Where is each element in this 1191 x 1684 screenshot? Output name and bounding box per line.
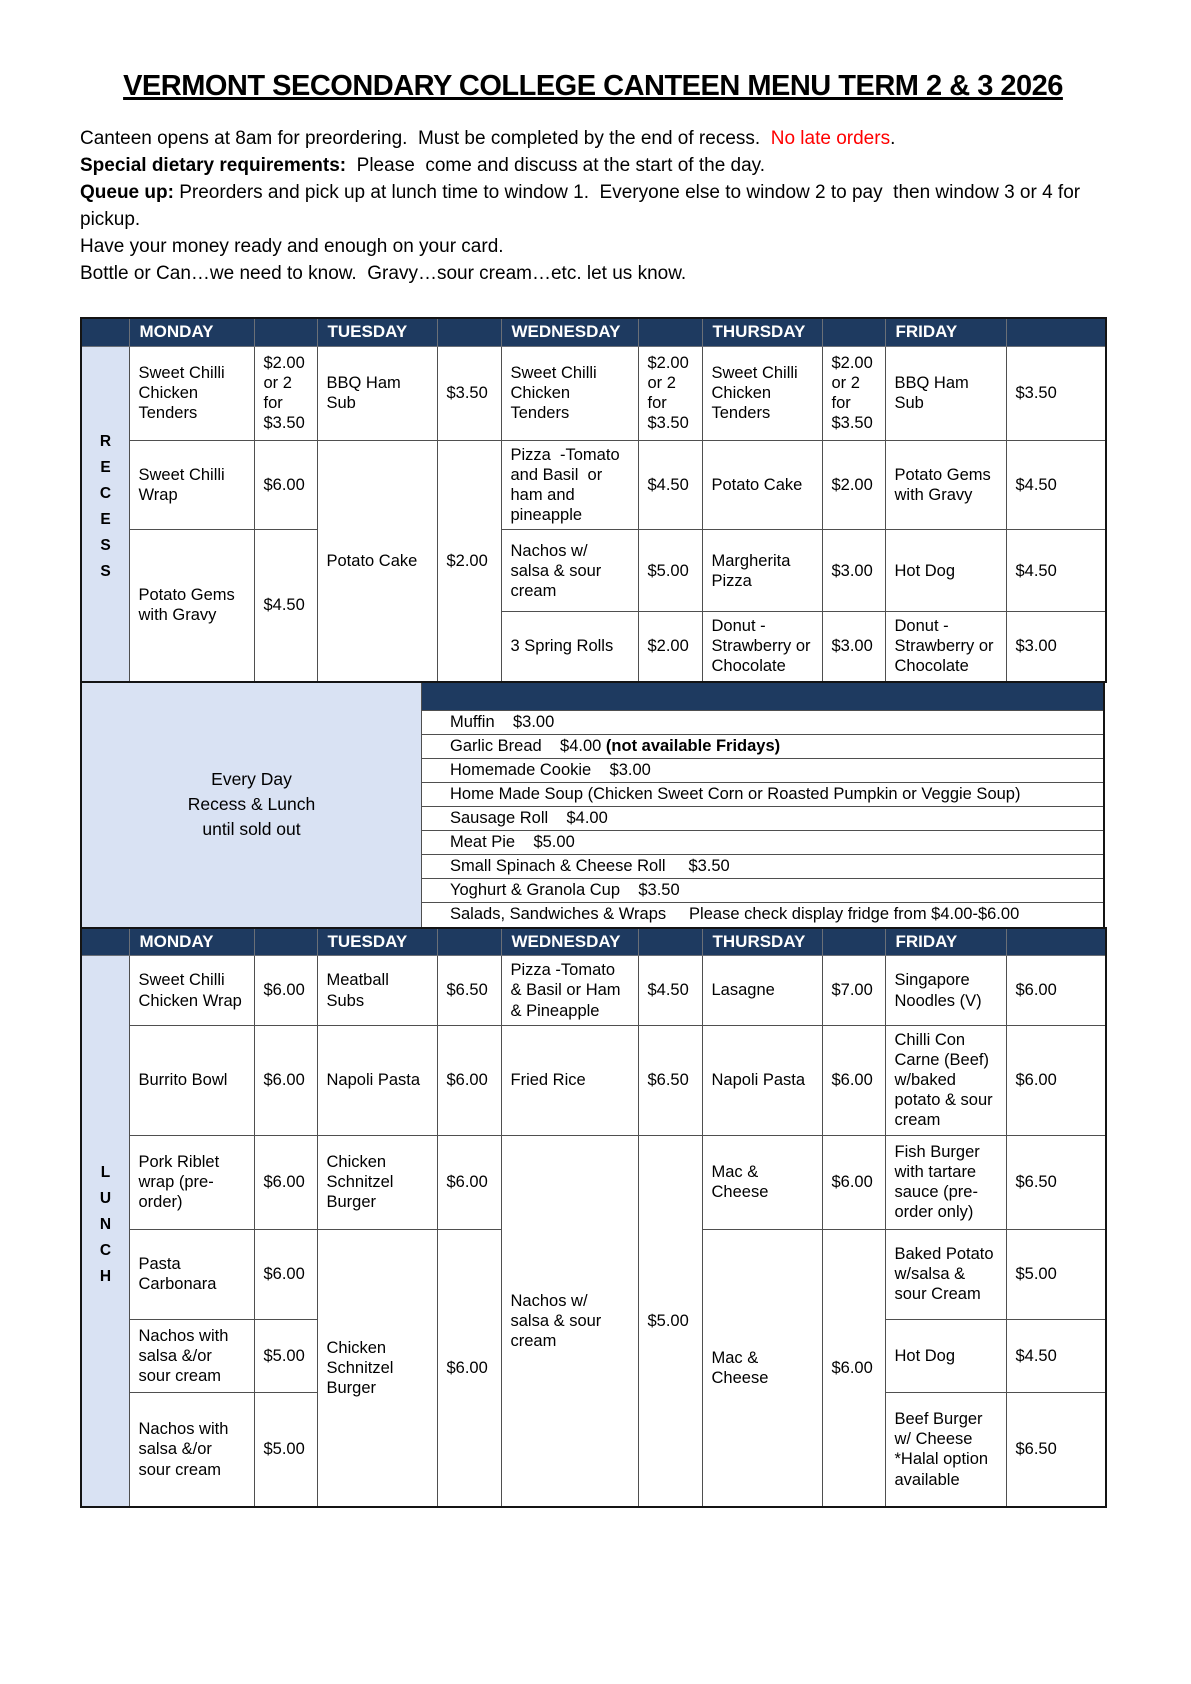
menu-item-cell: Hot Dog [885, 530, 1006, 612]
menu-item-cell: Pizza -Tomato & Basil or Ham & Pineapple [501, 956, 638, 1025]
page-title: VERMONT SECONDARY COLLEGE CANTEEN MENU TERM 2 & 3 2026 [123, 70, 1063, 102]
everyday-item-row: Sausage Roll $4.00 [422, 807, 1103, 831]
price-cell: $6.50 [1006, 1392, 1106, 1507]
header-spacer [1006, 928, 1106, 956]
menu-item-cell: Nachos w/ salsa & sour cream [501, 530, 638, 612]
price-cell: $5.00 [1006, 1229, 1106, 1319]
menu-item-cell: Fish Burger with tartare sauce (pre-order only) [885, 1135, 1006, 1229]
recess-label-text: RECESS [97, 433, 114, 590]
price-cell: $3.00 [1006, 612, 1106, 682]
day-header-friday: FRIDAY [885, 318, 1006, 346]
everyday-item-row: Salads, Sandwiches & Wraps Please check display fridge from $4.00-$6.00 [450, 905, 1020, 924]
menu-item-cell: Chilli Con Carne (Beef) w/baked potato & sour cream [885, 1025, 1006, 1135]
menu-item-cell: Nachos with salsa &/or sour cream [129, 1392, 254, 1507]
menu-item-cell: Potato Cake [317, 440, 437, 681]
lunch-side-label [81, 956, 129, 1507]
price-cell: $4.50 [1006, 440, 1106, 530]
header-spacer [81, 928, 129, 956]
menu-item-cell: Sweet Chilli Chicken Tenders [501, 346, 638, 440]
price-cell: $6.00 [822, 1135, 885, 1229]
header-spacer [254, 928, 317, 956]
price-cell: $6.00 [254, 1135, 317, 1229]
everyday-item-row: Homemade Cookie $3.00 [422, 759, 1103, 783]
header-spacer [822, 318, 885, 346]
menu-item-cell: Napoli Pasta [702, 1025, 822, 1135]
menu-item-cell: Lasagne [702, 956, 822, 1025]
menu-item-cell: Margherita Pizza [702, 530, 822, 612]
price-cell: $6.00 [254, 1025, 317, 1135]
intro-notes [80, 125, 1106, 287]
header-spacer [638, 318, 702, 346]
lunch-row-2 [81, 1025, 1106, 1135]
everyday-header-bar [422, 683, 1103, 711]
header-spacer [437, 928, 501, 956]
no-late-orders-warning: No late orders [770, 128, 891, 149]
price-cell: $5.00 [638, 1135, 702, 1507]
menu-item-cell: Burrito Bowl [129, 1025, 254, 1135]
intro-line-opening: Canteen opens at 8am for preordering. Must be completed by the end of recess. No late orders. [80, 128, 896, 149]
everyday-item-row: Garlic Bread $4.00 (not available Fridays) [422, 735, 1103, 759]
everyday-item-row: Yoghurt & Granola Cup $3.50 [422, 879, 1103, 903]
menu-item-cell: Chicken Schnitzel Burger [317, 1135, 437, 1229]
recess-side-label [81, 346, 129, 681]
price-cell: $6.50 [638, 1025, 702, 1135]
header-spacer [822, 928, 885, 956]
menu-item-cell: Hot Dog [885, 1319, 1006, 1392]
price-cell: $2.00 [822, 440, 885, 530]
header-spacer [254, 318, 317, 346]
recess-table [80, 317, 1107, 683]
price-cell: $6.00 [437, 1229, 501, 1507]
price-cell: $3.50 [1006, 346, 1106, 440]
price-cell: $4.50 [638, 440, 702, 530]
price-cell: $2.00 [638, 612, 702, 682]
everyday-items-panel [422, 683, 1103, 927]
menu-item-cell: Potato Gems with Gravy [129, 530, 254, 682]
price-cell: $2.00 [437, 440, 501, 681]
day-header-monday: MONDAY [129, 928, 254, 956]
lunch-row-3 [81, 1135, 1106, 1229]
menu-item-cell: Pizza -Tomato and Basil or ham and pineapple [501, 440, 638, 530]
price-cell: $6.00 [822, 1025, 885, 1135]
price-cell: $5.00 [638, 530, 702, 612]
menu-item-cell: Napoli Pasta [317, 1025, 437, 1135]
everyday-label-line: until sold out [202, 819, 301, 840]
price-cell: $4.50 [254, 530, 317, 682]
price-cell: $2.00 or 2 for $3.50 [254, 346, 317, 440]
price-cell: $4.50 [1006, 530, 1106, 612]
price-cell: $4.50 [638, 956, 702, 1025]
intro-line-bottle: Bottle or Can…we need to know. Gravy…sour cream…etc. let us know. [80, 263, 687, 284]
menu-item-cell: Meatball Subs [317, 956, 437, 1025]
menu-item-cell: Nachos w/ salsa & sour cream [501, 1135, 638, 1507]
menu-item-cell: Baked Potato w/salsa & sour Cream [885, 1229, 1006, 1319]
price-cell: $6.00 [254, 440, 317, 530]
header-spacer [638, 928, 702, 956]
menu-item-cell: Potato Cake [702, 440, 822, 530]
menu-item-cell: Chicken Schnitzel Burger [317, 1229, 437, 1507]
menu-item-cell: Donut - Strawberry or Chocolate [702, 612, 822, 682]
price-cell: $3.00 [822, 530, 885, 612]
menu-item-cell: Pork Riblet wrap (pre-order) [129, 1135, 254, 1229]
header-spacer [437, 318, 501, 346]
header-spacer [1006, 318, 1106, 346]
menu-item-cell: Sweet Chilli Chicken Tenders [129, 346, 254, 440]
day-header-wednesday: WEDNESDAY [501, 318, 638, 346]
price-cell: $5.00 [254, 1392, 317, 1507]
menu-item-cell: Beef Burger w/ Cheese *Halal option available [885, 1392, 1006, 1507]
menu-item-cell: Sweet Chilli Chicken Wrap [129, 956, 254, 1025]
menu-item-cell: BBQ Ham Sub [885, 346, 1006, 440]
price-cell: $7.00 [822, 956, 885, 1025]
day-header-friday: FRIDAY [885, 928, 1006, 956]
recess-row-1 [81, 346, 1106, 440]
menu-item-cell: Potato Gems with Gravy [885, 440, 1006, 530]
header-spacer [81, 318, 129, 346]
menu-item-cell: Mac & Cheese [702, 1229, 822, 1507]
everyday-section [80, 683, 1105, 927]
everyday-item-row: Home Made Soup (Chicken Sweet Corn or Roasted Pumpkin or Veggie Soup) [422, 783, 1103, 807]
menu-item-cell: Pasta Carbonara [129, 1229, 254, 1319]
everyday-item-row: Muffin $3.00 [422, 711, 1103, 735]
price-cell: $6.00 [254, 956, 317, 1025]
menu-item-cell: Sweet Chilli Wrap [129, 440, 254, 530]
menu-item-cell: Fried Rice [501, 1025, 638, 1135]
price-cell: $6.50 [437, 956, 501, 1025]
everyday-item-row: Small Spinach & Cheese Roll $3.50 [422, 855, 1103, 879]
price-cell: $6.00 [1006, 956, 1106, 1025]
recess-row-3 [81, 530, 1106, 612]
price-cell: $2.00 or 2 for $3.50 [822, 346, 885, 440]
menu-item-cell: BBQ Ham Sub [317, 346, 437, 440]
price-cell: $3.50 [437, 346, 501, 440]
price-cell: $4.50 [1006, 1319, 1106, 1392]
price-cell: $6.50 [1006, 1135, 1106, 1229]
day-header-tuesday: TUESDAY [317, 928, 437, 956]
lunch-row-1 [81, 956, 1106, 1025]
price-cell: $2.00 or 2 for $3.50 [638, 346, 702, 440]
everyday-label-line: Every Day [211, 769, 292, 790]
menu-item-cell: Nachos with salsa &/or sour cream [129, 1319, 254, 1392]
day-header-thursday: THURSDAY [702, 318, 822, 346]
day-header-monday: MONDAY [129, 318, 254, 346]
price-cell: $3.00 [822, 612, 885, 682]
menu-item-cell: Sweet Chilli Chicken Tenders [702, 346, 822, 440]
intro-line-dietary: Special dietary requirements: Please come and discuss at the start of the day. [80, 155, 766, 176]
everyday-item-row: Meat Pie $5.00 [422, 831, 1103, 855]
lunch-table [80, 927, 1107, 1509]
price-cell: $6.00 [822, 1229, 885, 1507]
day-header-wednesday: WEDNESDAY [501, 928, 638, 956]
day-header-tuesday: TUESDAY [317, 318, 437, 346]
garlic-bread-note: (not available Fridays) [605, 736, 781, 755]
price-cell: $6.00 [437, 1135, 501, 1229]
everyday-label-panel [82, 683, 422, 927]
menu-item-cell: Mac & Cheese [702, 1135, 822, 1229]
page-content [80, 0, 1106, 1508]
recess-row-2 [81, 440, 1106, 530]
everyday-label-line: Recess & Lunch [187, 794, 316, 815]
price-cell: $5.00 [254, 1319, 317, 1392]
price-cell: $6.00 [1006, 1025, 1106, 1135]
intro-line-money: Have your money ready and enough on your card. [80, 236, 504, 257]
day-header-thursday: THURSDAY [702, 928, 822, 956]
lunch-label-text: LUNCH [97, 1163, 114, 1294]
menu-item-cell: Singapore Noodles (V) [885, 956, 1006, 1025]
recess-day-header-row [81, 318, 1106, 346]
lunch-day-header-row [81, 928, 1106, 956]
price-cell: $6.00 [254, 1229, 317, 1319]
menu-item-cell: 3 Spring Rolls [501, 612, 638, 682]
intro-line-queue: Queue up: Preorders and pick up at lunch time to window 1. Everyone else to window 2 to pay then window 3 or 4 for pickup. [80, 182, 1086, 230]
menu-item-cell: Donut - Strawberry or Chocolate [885, 612, 1006, 682]
price-cell: $6.00 [437, 1025, 501, 1135]
